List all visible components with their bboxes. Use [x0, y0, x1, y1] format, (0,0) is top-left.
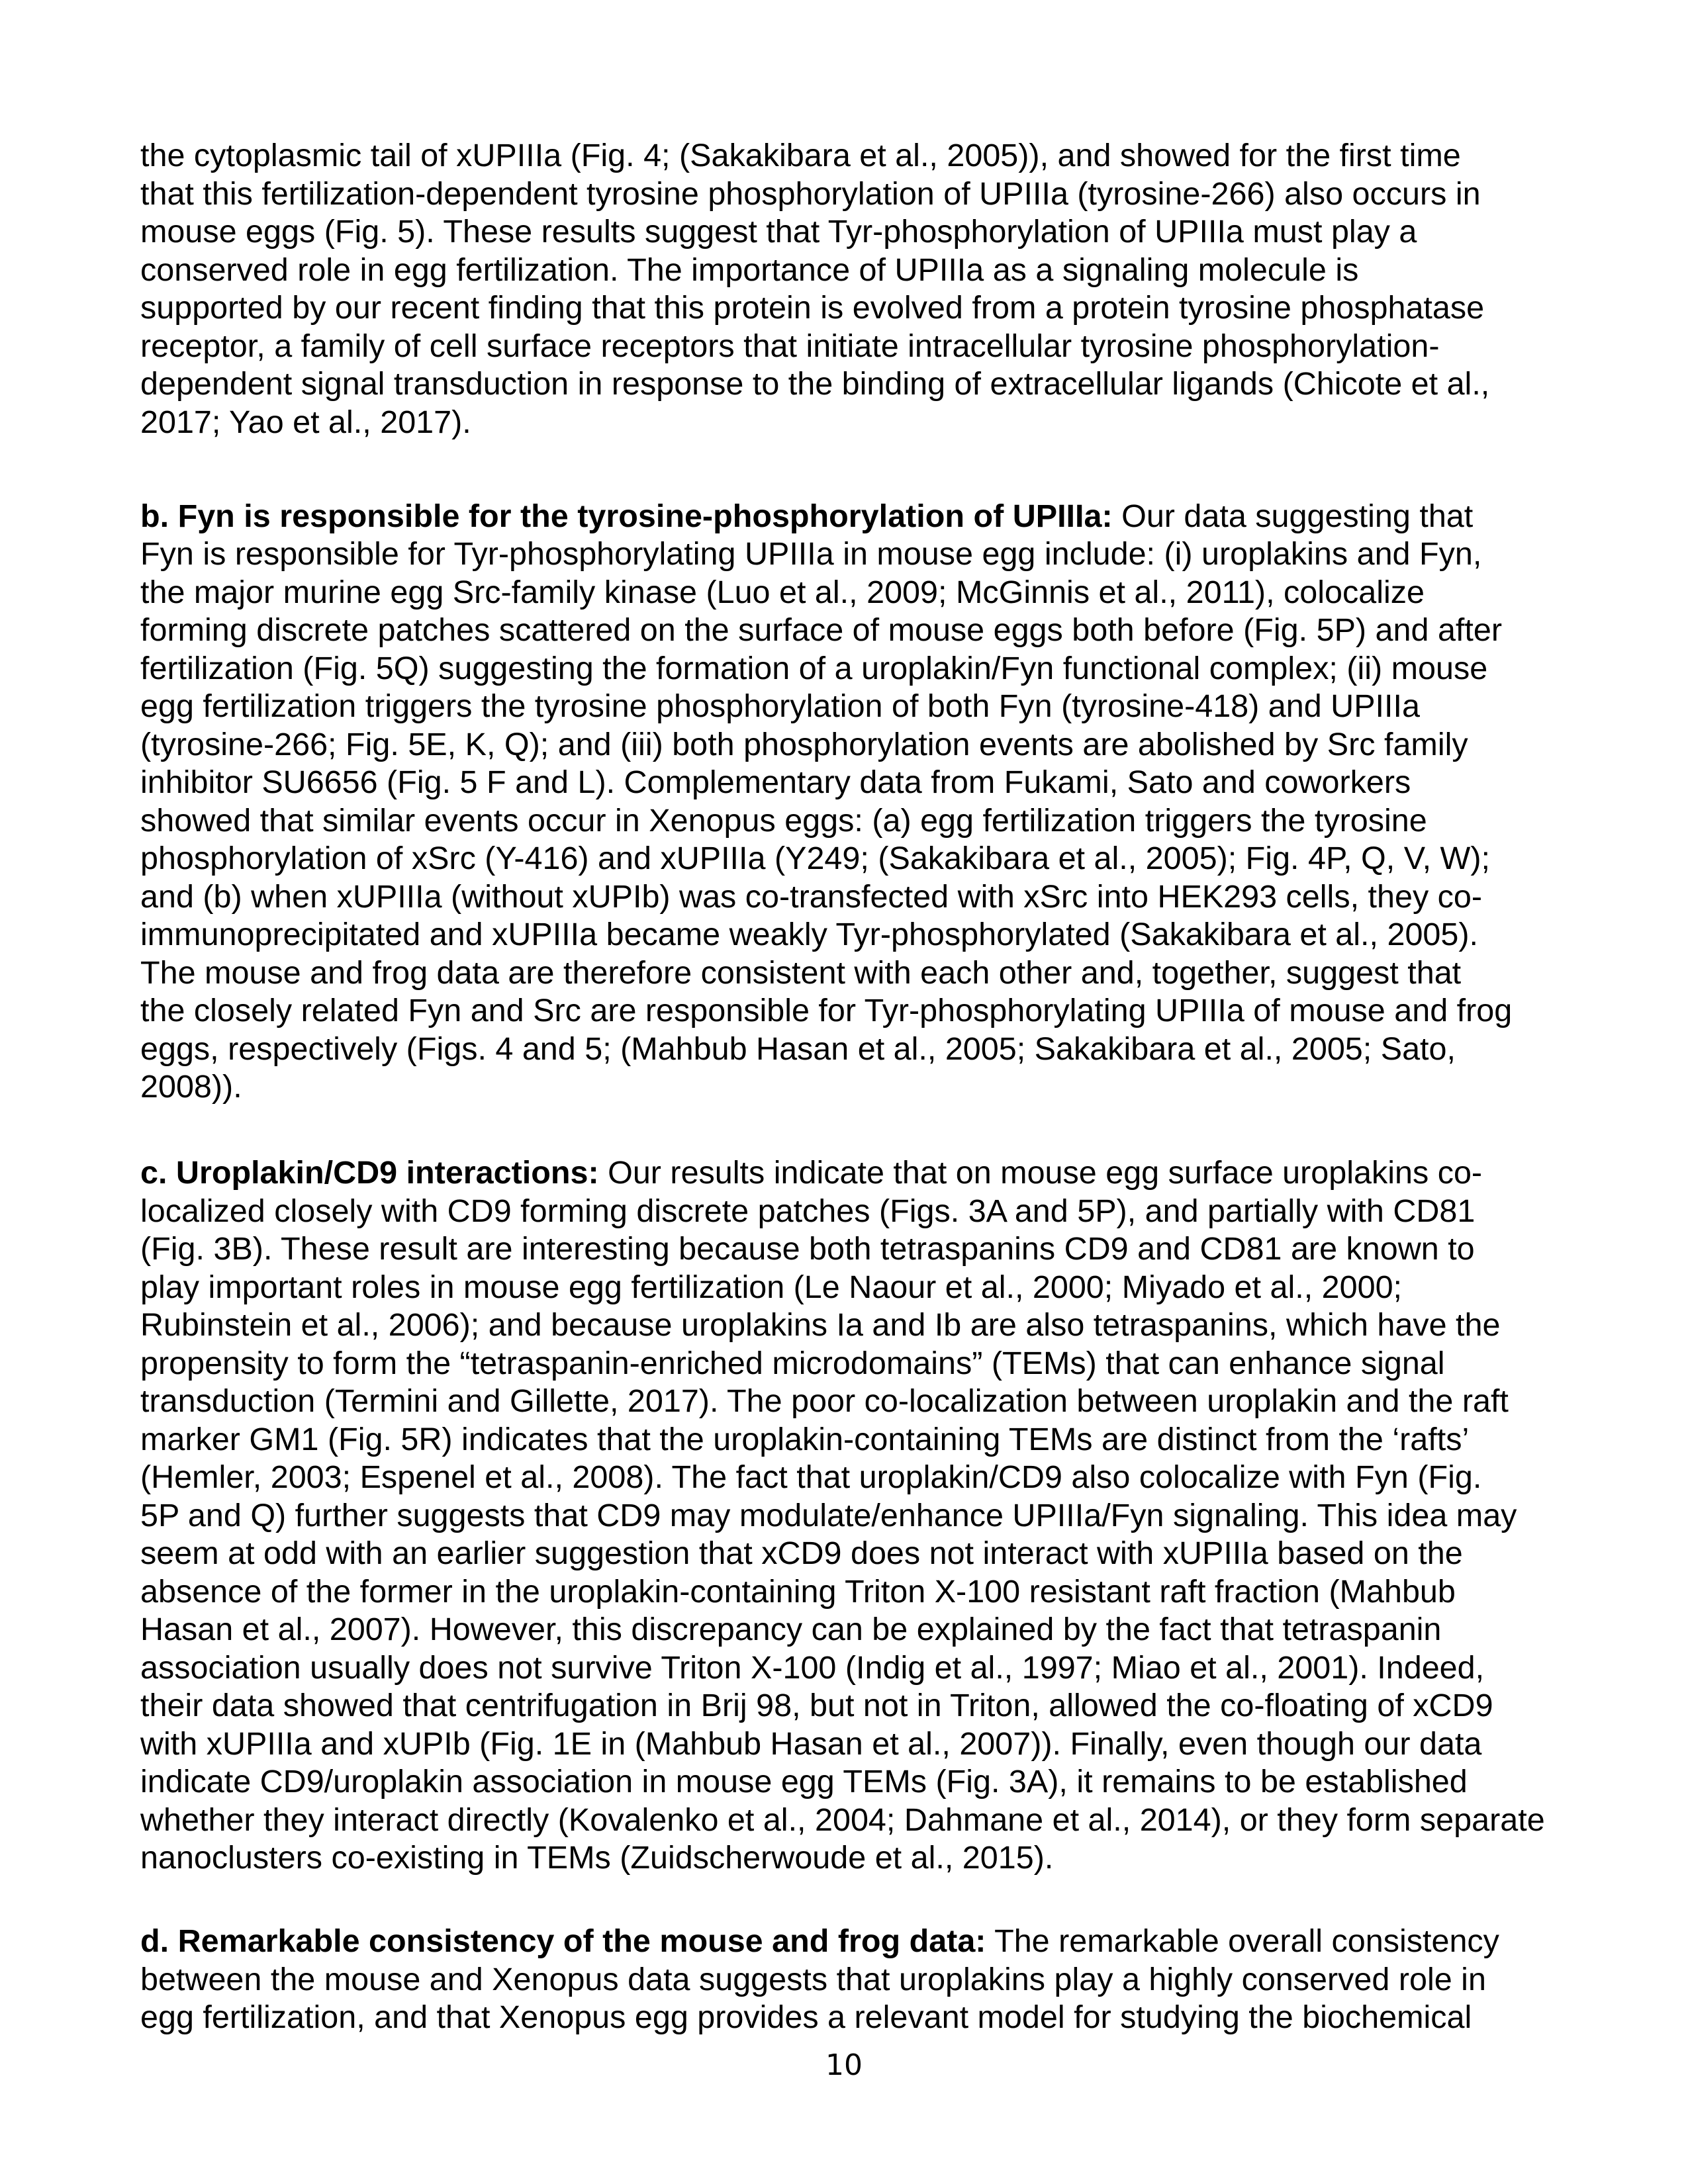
text-line: Hasan et al., 2007). However, this discrepancy can be explained by the fact that tetraspanin: [140, 1612, 1442, 1647]
text-line: supported by our recent finding that this protein is evolved from a protein tyrosine phosphatase: [140, 290, 1485, 326]
text-line: their data showed that centrifugation in Brij 98, but not in Triton, allowed the co-floating of xCD9: [140, 1688, 1493, 1723]
text-line: fertilization (Fig. 5Q) suggesting the formation of a uroplakin/Fyn functional complex; (ii) mouse: [140, 650, 1488, 686]
text-line: absence of the former in the uroplakin-containing Triton X-100 resistant raft fraction (Mahbub: [140, 1573, 1456, 1610]
text-line-with-heading: [140, 1923, 1597, 1961]
text-line: association usually does not survive Triton X-100 (Indig et al., 1997; Miao et al., 2001). Indeed,: [140, 1649, 1485, 1686]
text-line: whether they interact directly (Kovalenko et al., 2004; Dahmane et al., 2014), or they form separate: [140, 1801, 1545, 1838]
paragraph-b: [140, 498, 1597, 1107]
text-line: eggs, respectively (Figs. 4 and 5; (Mahbub Hasan et al., 2005; Sakakibara et al., 2005; Sato,: [140, 1030, 1456, 1067]
paragraph-a: [140, 137, 1597, 441]
text-line: localized closely with CD9 forming discrete patches (Figs. 3A and 5P), and partially with CD81: [140, 1193, 1476, 1229]
text-line: immunoprecipitated and xUPIIIa became weakly Tyr-phosphorylated (Sakakibara et al., 2005).: [140, 917, 1478, 952]
text-line: that this fertilization-dependent tyrosine phosphorylation of UPIIIa (tyrosine-266) also occurs in: [140, 175, 1481, 212]
text-line: marker GM1 (Fig. 5R) indicates that the uroplakin-containing TEMs are distinct from the ‘rafts’: [140, 1421, 1470, 1457]
paragraph-d: [140, 1923, 1597, 2037]
text-line: nanoclusters co-existing in TEMs (Zuidscherwoude et al., 2015).: [140, 1840, 1054, 1876]
text-line: (Fig. 3B). These result are interesting because both tetraspanins CD9 and CD81 are known to: [140, 1231, 1475, 1267]
text-line: (Hemler, 2003; Espenel et al., 2008). The fact that uroplakin/CD9 also colocalize with Fyn (Fig.: [140, 1459, 1482, 1495]
text-line: indicate CD9/uroplakin association in mouse egg TEMs (Fig. 3A), it remains to be established: [140, 1764, 1468, 1799]
text-line: forming discrete patches scattered on the surface of mouse eggs both before (Fig. 5P) and after: [140, 612, 1502, 648]
text-line: 2008)).: [140, 1069, 242, 1105]
text-line: Rubinstein et al., 2006); and because uroplakins Ia and Ib are also tetraspanins, which have the: [140, 1307, 1501, 1343]
heading-continuation: The remarkable overall consistency: [986, 1923, 1499, 1959]
text-line-with-heading: [140, 1154, 1597, 1193]
text-line: phosphorylation of xSrc (Y-416) and xUPIIIa (Y249; (Sakakibara et al., 2005); Fig. 4P, Q, V, W);: [140, 841, 1490, 876]
text-line: conserved role in egg fertilization. The importance of UPIIIa as a signaling molecule is: [140, 251, 1359, 288]
text-line: transduction (Termini and Gillette, 2017). The poor co-localization between uroplakin and the raft: [140, 1383, 1509, 1419]
text-line: and (b) when xUPIIIa (without xUPIb) was co-transfected with xSrc into HEK293 cells, they co-: [140, 878, 1483, 915]
text-line: between the mouse and Xenopus data suggests that uroplakins play a highly conserved role in: [140, 1961, 1486, 1997]
body-text: [140, 137, 1597, 2037]
text-line: the closely related Fyn and Src are responsible for Tyr-phosphorylating UPIIIa of mouse and frog: [140, 993, 1513, 1028]
text-line: with xUPIIIa and xUPIb (Fig. 1E in (Mahbub Hasan et al., 2007)). Finally, even though our data: [140, 1725, 1482, 1762]
text-line: Fyn is responsible for Tyr-phosphorylating UPIIIa in mouse egg include: (i) uroplakins and Fyn,: [140, 536, 1482, 572]
heading-continuation: Our results indicate that on mouse egg surface uroplakins co-: [598, 1155, 1483, 1191]
text-line: propensity to form the “tetraspanin-enriched microdomains” (TEMs) that can enhance signal: [140, 1345, 1445, 1381]
text-line: 2017; Yao et al., 2017).: [140, 404, 471, 440]
text-line: The mouse and frog data are therefore consistent with each other and, together, suggest that: [140, 954, 1462, 991]
section-heading-c: c. Uroplakin/CD9 interactions:: [140, 1155, 599, 1191]
text-line: the major murine egg Src-family kinase (Luo et al., 2009; McGinnis et al., 2011), colocalize: [140, 574, 1425, 610]
text-line: play important roles in mouse egg fertilization (Le Naour et al., 2000; Miyado et al., 2000;: [140, 1269, 1403, 1305]
paragraph-c: [140, 1154, 1597, 1878]
text-line: (tyrosine-266; Fig. 5E, K, Q); and (iii) both phosphorylation events are abolished by Src family: [140, 726, 1468, 762]
section-heading-d: d. Remarkable consistency of the mouse and frog data:: [140, 1923, 986, 1959]
text-line: showed that similar events occur in Xenopus eggs: (a) egg fertilization triggers the tyrosine: [140, 802, 1427, 839]
page-number: 10: [825, 2048, 863, 2082]
text-line: seem at odd with an earlier suggestion that xCD9 does not interact with xUPIIIa based on the: [140, 1535, 1463, 1571]
heading-continuation: Our data suggesting that: [1112, 498, 1474, 534]
text-line: mouse eggs (Fig. 5). These results suggest that Tyr-phosphorylation of UPIIIa must play a: [140, 214, 1417, 250]
section-heading-b: b. Fyn is responsible for the tyrosine-phosphorylation of UPIIIa:: [140, 498, 1113, 534]
text-line: egg fertilization triggers the tyrosine phosphorylation of both Fyn (tyrosine-418) and UPIIIa: [140, 688, 1420, 724]
text-line: dependent signal transduction in response to the binding of extracellular ligands (Chicote et al.,: [140, 366, 1490, 402]
text-line: egg fertilization, and that Xenopus egg provides a relevant model for studying the biochemical: [140, 1999, 1472, 2035]
text-line: the cytoplasmic tail of xUPIIIa (Fig. 4; (Sakakibara et al., 2005)), and showed for the first time: [140, 138, 1461, 173]
text-line: receptor, a family of cell surface receptors that initiate intracellular tyrosine phosphorylation-: [140, 328, 1440, 364]
text-line: 5P and Q) further suggests that CD9 may modulate/enhance UPIIIa/Fyn signaling. This idea may: [140, 1497, 1517, 1533]
text-line-with-heading: [140, 498, 1597, 536]
text-line: inhibitor SU6656 (Fig. 5 F and L). Complementary data from Fukami, Sato and coworkers: [140, 764, 1411, 800]
